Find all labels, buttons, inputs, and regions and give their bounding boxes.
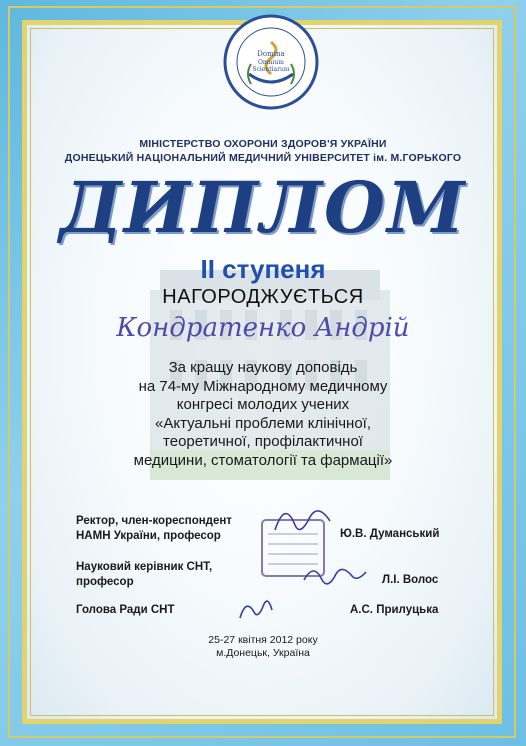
award-reason bbox=[0, 359, 526, 470]
emblem-text-1: Domina bbox=[257, 50, 285, 58]
reason-line: «Актуальні проблеми клінічної, bbox=[154, 414, 372, 432]
council-signature bbox=[236, 594, 276, 624]
advisor-name: Л.І. Волос bbox=[382, 574, 439, 586]
degree-label: II ступеня bbox=[200, 254, 326, 284]
emblem-text-3: Scientiarum bbox=[252, 66, 290, 73]
date-place bbox=[0, 634, 526, 660]
rector-title-line: Ректор, член-кореспондент bbox=[76, 515, 232, 527]
society-emblem bbox=[221, 12, 321, 112]
awarded-label: НАГОРОДЖУЄТЬСЯ bbox=[162, 286, 364, 308]
emblem-text-2: Omnium bbox=[258, 59, 284, 66]
reason-line: За кращу наукову доповідь bbox=[168, 359, 358, 376]
event-date: 25-27 квітня 2012 року bbox=[208, 634, 318, 646]
advisor-title-line: Науковий керівник СНТ, bbox=[76, 561, 213, 573]
advisor-title-line: професор bbox=[76, 576, 134, 588]
rector-signature bbox=[270, 500, 340, 540]
reason-line: теоретичної, профілактичної bbox=[163, 433, 363, 450]
reason-line: конгресі молодих учених bbox=[176, 396, 350, 413]
diploma-title: ДИПЛОМ bbox=[59, 166, 467, 249]
rector-name: Ю.В. Думанський bbox=[340, 528, 440, 540]
rector-title bbox=[76, 514, 232, 544]
ministry-heading: МІНІСТЕРСТВО ОХОРОНИ ЗДОРОВ'Я УКРАЇНИ bbox=[139, 138, 387, 150]
reason-line: медицини, стоматології та фармації» bbox=[133, 451, 393, 469]
advisor-signature bbox=[300, 560, 370, 590]
university-heading: ДОНЕЦЬКИЙ НАЦІОНАЛЬНИЙ МЕДИЧНИЙ УНІВЕРСИТЕТ ім. М.ГОРЬКОГО bbox=[64, 152, 462, 164]
reason-line: на 74-му Міжнародному медичному bbox=[138, 377, 388, 395]
event-place: м.Донецьк, Україна bbox=[216, 647, 310, 659]
rector-title-line: НАМН України, професор bbox=[76, 530, 221, 542]
advisor-title bbox=[76, 560, 212, 590]
recipient-name: Кондратенко Андрій bbox=[116, 313, 410, 343]
council-name: А.С. Прилуцька bbox=[350, 604, 439, 616]
council-title: Голова Ради СНТ bbox=[76, 604, 175, 616]
